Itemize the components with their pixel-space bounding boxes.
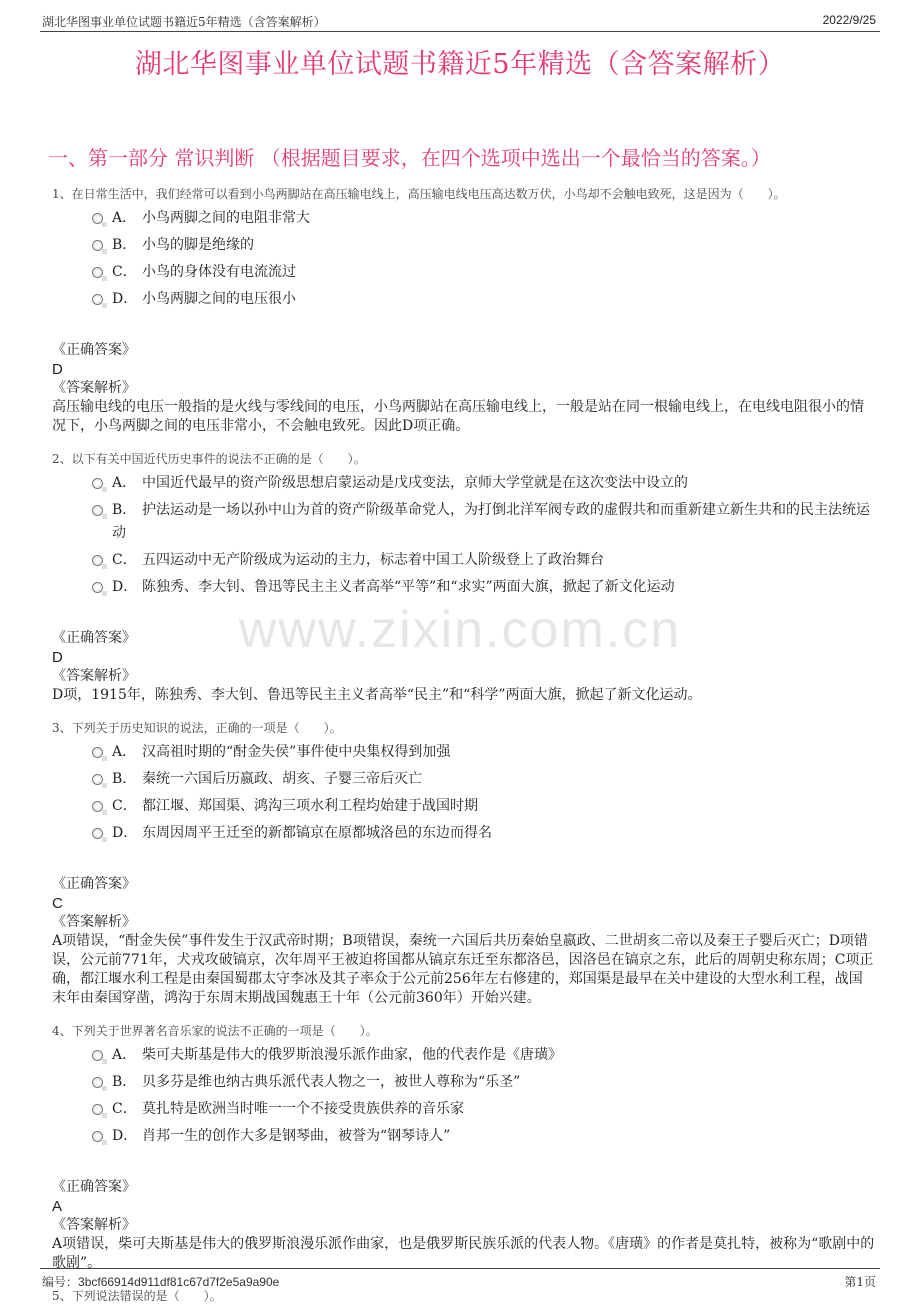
option-a[interactable]: A． 小鸟两脚之间的电阻非常大 bbox=[52, 207, 876, 230]
answer-label: 《正确答案》 bbox=[52, 1179, 136, 1195]
section-heading: 一、第一部分 常识判断 （根据题目要求，在四个选项中选出一个最恰当的答案。） bbox=[48, 146, 771, 170]
answer-block bbox=[52, 1178, 876, 1273]
radio-icon[interactable] bbox=[92, 1131, 103, 1142]
answer-block bbox=[52, 341, 876, 436]
option-d[interactable]: D． 陈独秀、李大钊、鲁迅等民主主义者高举“平等”和“求实”两面大旗，掀起了新文化运动 bbox=[52, 576, 876, 599]
option-c[interactable]: C． 五四运动中无产阶级成为运动的主力，标志着中国工人阶级登上了政治舞台 bbox=[52, 549, 876, 572]
radio-icon[interactable] bbox=[92, 582, 103, 593]
explanation-text: A项错误，柴可夫斯基是伟大的俄罗斯浪漫乐派作曲家，也是俄罗斯民族乐派的代表人物。《唐璜》的作者是莫扎特，被称为“歌剧中的歌剧”。 bbox=[52, 1236, 875, 1271]
option-text: 秦统一六国后历嬴政、胡亥、子婴三帝后灭亡 bbox=[142, 771, 422, 787]
document-id: 3bcf66914d911df81c67d7f2e5a9a90e bbox=[78, 1275, 280, 1289]
radio-icon[interactable] bbox=[92, 555, 103, 566]
option-text: 贝多芬是维也纳古典乐派代表人物之一，被世人尊称为“乐圣” bbox=[142, 1074, 521, 1090]
footer-divider bbox=[40, 1268, 880, 1269]
option-b[interactable]: B． 小鸟的脚是绝缘的 bbox=[52, 234, 876, 257]
option-c[interactable]: C． 小鸟的身体没有电流流过 bbox=[52, 261, 876, 284]
option-text: 小鸟的身体没有电流流过 bbox=[142, 264, 296, 280]
option-b[interactable]: B． 贝多芬是维也纳古典乐派代表人物之一，被世人尊称为“乐圣” bbox=[52, 1071, 876, 1094]
radio-icon[interactable] bbox=[92, 774, 103, 785]
option-text: 肖邦一生的创作大多是钢琴曲，被誉为“钢琴诗人” bbox=[142, 1128, 451, 1144]
explanation-label: 《答案解析》 bbox=[52, 1217, 136, 1233]
radio-icon[interactable] bbox=[92, 747, 103, 758]
answer-label: 《正确答案》 bbox=[52, 876, 136, 892]
explanation-text: A项错误，“酎金失侯”事件发生于汉武帝时期；B项错误，秦统一六国后共历秦始皇嬴政、二世胡亥二帝以及秦王子婴后灭亡；D项错误，公元前771年，犬戎攻破镐京，次年周平王被迫将国都从镐京东迁至东都洛邑，因洛邑在镐京之东，此后的周朝史称东周；C项正确，都江堰水利工程是由秦国蜀郡太守李冰及其子率众于公元前256年左右修建的，郑国渠是最早在关中建设的大型水利工程，战国末年由秦国穿凿，鸿沟于东周末期战国魏惠王十年（公元前360年）开始兴建。 bbox=[52, 933, 874, 1006]
radio-icon[interactable] bbox=[92, 294, 103, 305]
option-text: 护法运动是一场以孙中山为首的资产阶级革命党人，为打倒北洋军阀专政的虚假共和而重新建立新生共和的民主法统运动 bbox=[112, 502, 870, 541]
radio-icon[interactable] bbox=[92, 1077, 103, 1088]
option-text: 东周因周平王迁至的新都镐京在原都城洛邑的东边而得名 bbox=[142, 825, 492, 841]
option-c[interactable]: C． 莫扎特是欧洲当时唯一一个不接受贵族供养的音乐家 bbox=[52, 1098, 876, 1121]
option-text: 都江堰、郑国渠、鸿沟三项水利工程均始建于战国时期 bbox=[142, 798, 478, 814]
watermark: www.zixin.com.cn bbox=[238, 601, 682, 659]
correct-answer: A bbox=[52, 1198, 63, 1215]
question-list bbox=[52, 185, 876, 1309]
option-d[interactable]: D． 东周因周平王迁至的新都镐京在原都城洛邑的东边而得名 bbox=[52, 822, 876, 845]
option-d[interactable]: D． 肖邦一生的创作大多是钢琴曲，被誉为“钢琴诗人” bbox=[52, 1125, 876, 1148]
question-3 bbox=[52, 719, 876, 1008]
answer-label: 《正确答案》 bbox=[52, 342, 136, 358]
question-2 bbox=[52, 450, 876, 705]
header-divider bbox=[40, 31, 880, 32]
explanation-text: D项，1915年，陈独秀、李大钊、鲁迅等民主主义者高举“民主”和“科学”两面大旗，掀起了新文化运动。 bbox=[52, 687, 702, 703]
radio-icon[interactable] bbox=[92, 1104, 103, 1115]
header-document-title: 湖北华图事业单位试题书籍近5年精选（含答案解析） bbox=[42, 15, 326, 29]
option-d[interactable]: D． 小鸟两脚之间的电压很小 bbox=[52, 288, 876, 311]
question-stem: 5、下列说法错误的是（ ）。 bbox=[52, 1289, 222, 1303]
option-text: 五四运动中无产阶级成为运动的主力，标志着中国工人阶级登上了政治舞台 bbox=[142, 552, 604, 568]
option-a[interactable]: A． 汉高祖时期的“酎金失侯”事件使中央集权得到加强 bbox=[52, 741, 876, 764]
correct-answer: D bbox=[52, 649, 63, 666]
page-title: 湖北华图事业单位试题书籍近5年精选（含答案解析） bbox=[134, 49, 786, 80]
answer-block bbox=[52, 875, 876, 1008]
option-b[interactable]: B． 秦统一六国后历嬴政、胡亥、子婴三帝后灭亡 bbox=[52, 768, 876, 791]
explanation-label: 《答案解析》 bbox=[52, 914, 136, 930]
option-text: 中国近代最早的资产阶级思想启蒙运动是戊戌变法，京师大学堂就是在这次变法中设立的 bbox=[142, 475, 688, 491]
radio-icon[interactable] bbox=[92, 240, 103, 251]
explanation-text: 高压输电线的电压一般指的是火线与零线间的电压，小鸟两脚站在高压输电线上，一般是站在同一根输电线上，在电线电阻很小的情况下，小鸟两脚之间的电压非常小，不会触电致死。因此D项正确。 bbox=[52, 399, 864, 434]
radio-icon[interactable] bbox=[92, 1050, 103, 1061]
option-text: 小鸟两脚之间的电压很小 bbox=[142, 291, 296, 307]
option-text: 莫扎特是欧洲当时唯一一个不接受贵族供养的音乐家 bbox=[142, 1101, 464, 1117]
option-a[interactable]: A． 柴可夫斯基是伟大的俄罗斯浪漫乐派作曲家，他的代表作是《唐璜》 bbox=[52, 1044, 876, 1067]
option-text: 小鸟的脚是绝缘的 bbox=[142, 237, 254, 253]
radio-icon[interactable] bbox=[92, 828, 103, 839]
option-text: 汉高祖时期的“酎金失侯”事件使中央集权得到加强 bbox=[142, 744, 451, 760]
explanation-label: 《答案解析》 bbox=[52, 380, 136, 396]
option-text: 柴可夫斯基是伟大的俄罗斯浪漫乐派作曲家，他的代表作是《唐璜》 bbox=[142, 1047, 562, 1063]
question-stem: 4、下列关于世界著名音乐家的说法不正确的一项是（ ）。 bbox=[52, 1024, 378, 1038]
question-1 bbox=[52, 185, 876, 436]
answer-label: 《正确答案》 bbox=[52, 630, 136, 646]
option-a[interactable]: A． 中国近代最早的资产阶级思想启蒙运动是戊戌变法，京师大学堂就是在这次变法中设立的 bbox=[52, 472, 876, 495]
question-stem: 3、下列关于历史知识的说法，正确的一项是（ ）。 bbox=[52, 721, 342, 735]
option-c[interactable]: C． 都江堰、郑国渠、鸿沟三项水利工程均始建于战国时期 bbox=[52, 795, 876, 818]
question-stem: 1、在日常生活中，我们经常可以看到小鸟两脚站在高压输电线上，高压输电线电压高达数万伏，小鸟却不会触电致死，这是因为（ ）。 bbox=[52, 187, 786, 201]
option-text: 小鸟两脚之间的电阻非常大 bbox=[142, 210, 310, 226]
radio-icon[interactable] bbox=[92, 478, 103, 489]
radio-icon[interactable] bbox=[92, 267, 103, 278]
option-b[interactable]: B． 护法运动是一场以孙中山为首的资产阶级革命党人，为打倒北洋军阀专政的虚假共和而重新建立新生共和的民主法统运动 bbox=[52, 499, 876, 545]
correct-answer: C bbox=[52, 895, 63, 912]
option-text: 陈独秀、李大钊、鲁迅等民主主义者高举“平等”和“求实”两面大旗，掀起了新文化运动 bbox=[142, 579, 675, 595]
radio-icon[interactable] bbox=[92, 801, 103, 812]
radio-icon[interactable] bbox=[92, 505, 103, 516]
radio-icon[interactable] bbox=[92, 213, 103, 224]
correct-answer: D bbox=[52, 361, 63, 378]
page-number: 第1页 bbox=[844, 1275, 876, 1289]
document-id-label: 编号： bbox=[42, 1275, 79, 1289]
answer-block bbox=[52, 629, 876, 705]
explanation-label: 《答案解析》 bbox=[52, 668, 136, 684]
question-stem: 2、以下有关中国近代历史事件的说法不正确的是（ ）。 bbox=[52, 452, 366, 466]
header-date: 2022/9/25 bbox=[822, 13, 876, 27]
footer-document-id bbox=[42, 1273, 279, 1290]
question-4 bbox=[52, 1022, 876, 1273]
